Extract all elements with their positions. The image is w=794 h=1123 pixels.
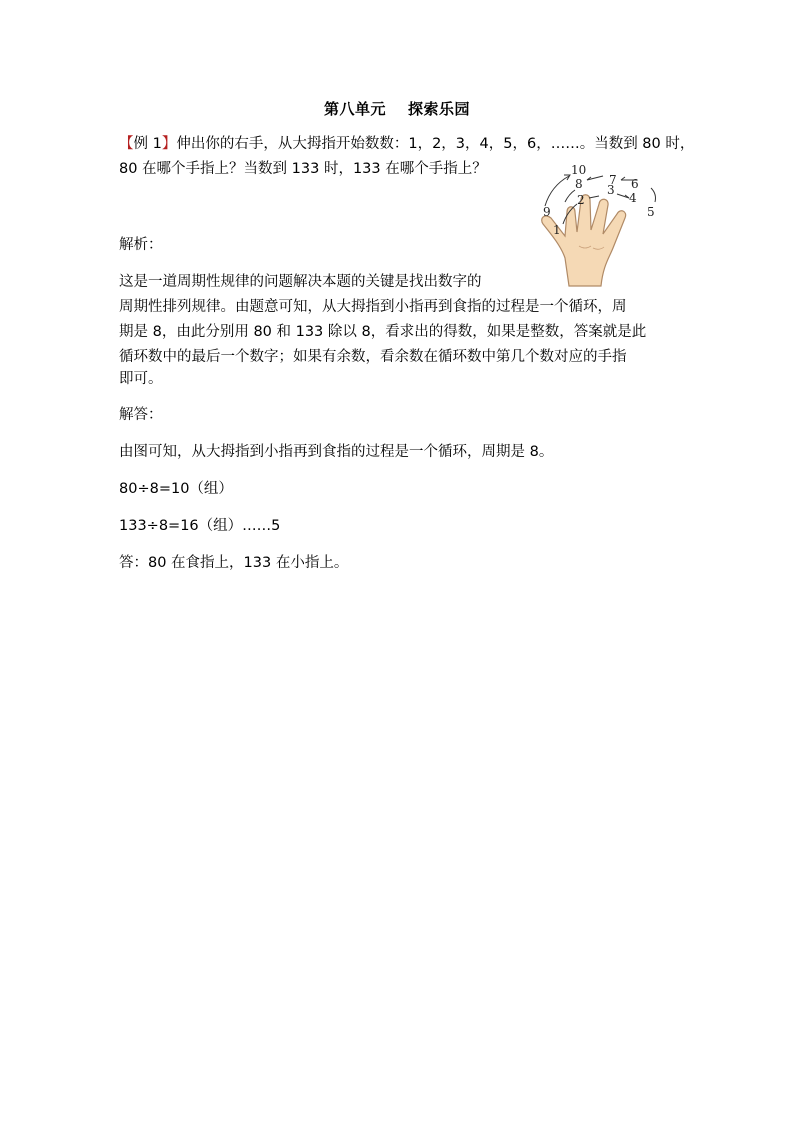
- hand-icon: [533, 158, 665, 290]
- label-5: 5: [647, 205, 655, 219]
- answer-line-1: 由图可知，从大拇指到小指再到食指的过程是一个循环，周期是 8。: [119, 444, 554, 460]
- example-tag-close: 】: [161, 136, 177, 152]
- answer-line-2: 80÷8=10（组）: [119, 481, 233, 497]
- question-line-2: 80 在哪个手指上？当数到 133 时，133 在哪个手指上？: [119, 161, 487, 177]
- answer-heading: 解答：: [119, 407, 163, 423]
- example-tag-open: 【: [119, 136, 134, 152]
- label-6: 6: [631, 177, 639, 191]
- label-4: 4: [629, 191, 637, 205]
- label-9: 9: [543, 205, 551, 219]
- page-title: [0, 98, 794, 119]
- hand-counting-figure: [533, 158, 665, 290]
- analysis-line-3: 期是 8，由此分别用 80 和 133 除以 8，看求出的得数，如果是整数，答案就是此: [119, 324, 647, 340]
- analysis-line-1: 这是一道周期性规律的问题解决本题的关键是找出数字的: [119, 274, 482, 290]
- label-2: 2: [577, 193, 585, 207]
- question-line-1: [119, 134, 694, 154]
- question-text-1: 伸出你的右手，从大拇指开始数数：1，2，3，4，5，6，……。当数到 80 时，: [176, 136, 695, 152]
- label-7: 7: [609, 173, 617, 187]
- answer-line-4: 答：80 在食指上，133 在小指上。: [119, 555, 349, 571]
- label-1: 1: [553, 223, 561, 237]
- label-3: 3: [607, 183, 615, 197]
- analysis-line-5: 即可。: [119, 371, 163, 387]
- label-8: 8: [575, 177, 583, 191]
- hand-shape: [542, 195, 626, 286]
- unit-name: 探索乐园: [408, 100, 471, 118]
- example-tag: 例 1: [133, 136, 162, 152]
- unit-label: 第八单元: [323, 100, 386, 118]
- answer-line-3: 133÷8=16（组）……5: [119, 518, 281, 534]
- analysis-line-2: 周期性排列规律。由题意可知，从大拇指到小指再到食指的过程是一个循环，周: [119, 299, 627, 315]
- analysis-heading: 解析：: [119, 237, 163, 253]
- label-10: 10: [571, 163, 587, 177]
- analysis-line-4: 循环数中的最后一个数字；如果有余数，看余数在循环数中第几个数对应的手指: [119, 349, 627, 365]
